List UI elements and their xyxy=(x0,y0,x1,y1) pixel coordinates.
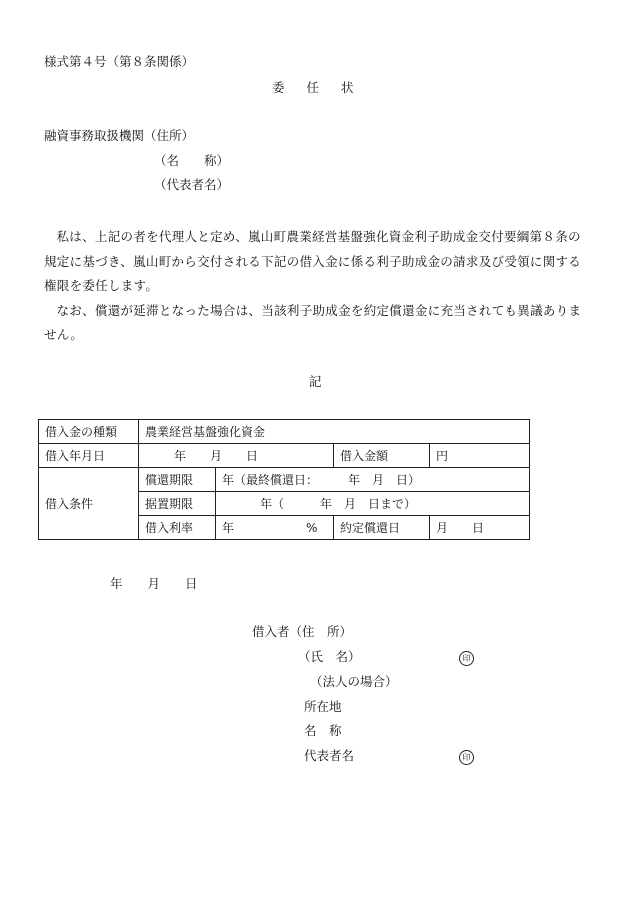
interest-rate-value: 年 % xyxy=(216,516,334,540)
due-date-label: 約定償還日 xyxy=(334,516,430,540)
loan-table xyxy=(38,419,530,540)
loan-date-label: 借入年月日 xyxy=(39,444,139,468)
borrower-name-label: （氏 名） xyxy=(298,649,361,664)
ki-heading: 記 xyxy=(309,374,322,389)
loan-amount-label: 借入金額 xyxy=(334,444,430,468)
page-title: 委任状 xyxy=(272,80,376,95)
agent-rep-label: （代表者名） xyxy=(154,177,230,192)
repay-deadline-value: 年（最終償還日： 年 月 日） xyxy=(216,468,530,492)
loan-conditions-label: 借入条件 xyxy=(39,468,139,540)
due-date-value: 月 日 xyxy=(430,516,530,540)
loan-date-value: 年 月 日 xyxy=(139,444,334,468)
grace-period-label: 据置期限 xyxy=(139,492,216,516)
borrower-address-label: 借入者（住 所） xyxy=(252,624,353,639)
table-row xyxy=(39,420,530,444)
repay-deadline-label: 償還期限 xyxy=(139,468,216,492)
loan-amount-value: 円 xyxy=(430,444,530,468)
body-text xyxy=(44,225,592,348)
agent-name-label: （名 称） xyxy=(154,153,230,168)
date-line: 年 月 日 xyxy=(110,576,198,591)
loan-type-value: 農業経営基盤強化資金 xyxy=(139,420,530,444)
table-row xyxy=(39,468,530,492)
grace-period-value: 年（ 年 月 日まで） xyxy=(216,492,530,516)
loan-type-label: 借入金の種類 xyxy=(39,420,139,444)
body-paragraph-2: なお、償還が延滞となった場合は、当該利子助成金を約定償還金に充当されても異議ありません。 xyxy=(44,302,582,342)
corp-name-label: 名 称 xyxy=(304,723,342,738)
corp-rep-label: 代表者名 xyxy=(304,748,355,763)
form-number: 様式第４号（第８条関係） xyxy=(44,54,195,69)
agent-address-label: 融資事務取扱機関（住所） xyxy=(44,128,195,143)
rep-seal-icon: 印 xyxy=(459,750,474,765)
corporation-label: （法人の場合） xyxy=(310,674,398,689)
body-paragraph-1: 私は、上記の者を代理人と定め、嵐山町農業経営基盤強化資金利子助成金交付要綱第８条の規定に基づき、嵐山町から交付される下記の借入金に係る利子助成金の請求及び受領に関する権限を委任します。 xyxy=(44,229,582,293)
interest-rate-label: 借入利率 xyxy=(139,516,216,540)
table-row xyxy=(39,444,530,468)
borrower-seal-icon: 印 xyxy=(459,651,474,666)
corp-location-label: 所在地 xyxy=(304,699,342,714)
